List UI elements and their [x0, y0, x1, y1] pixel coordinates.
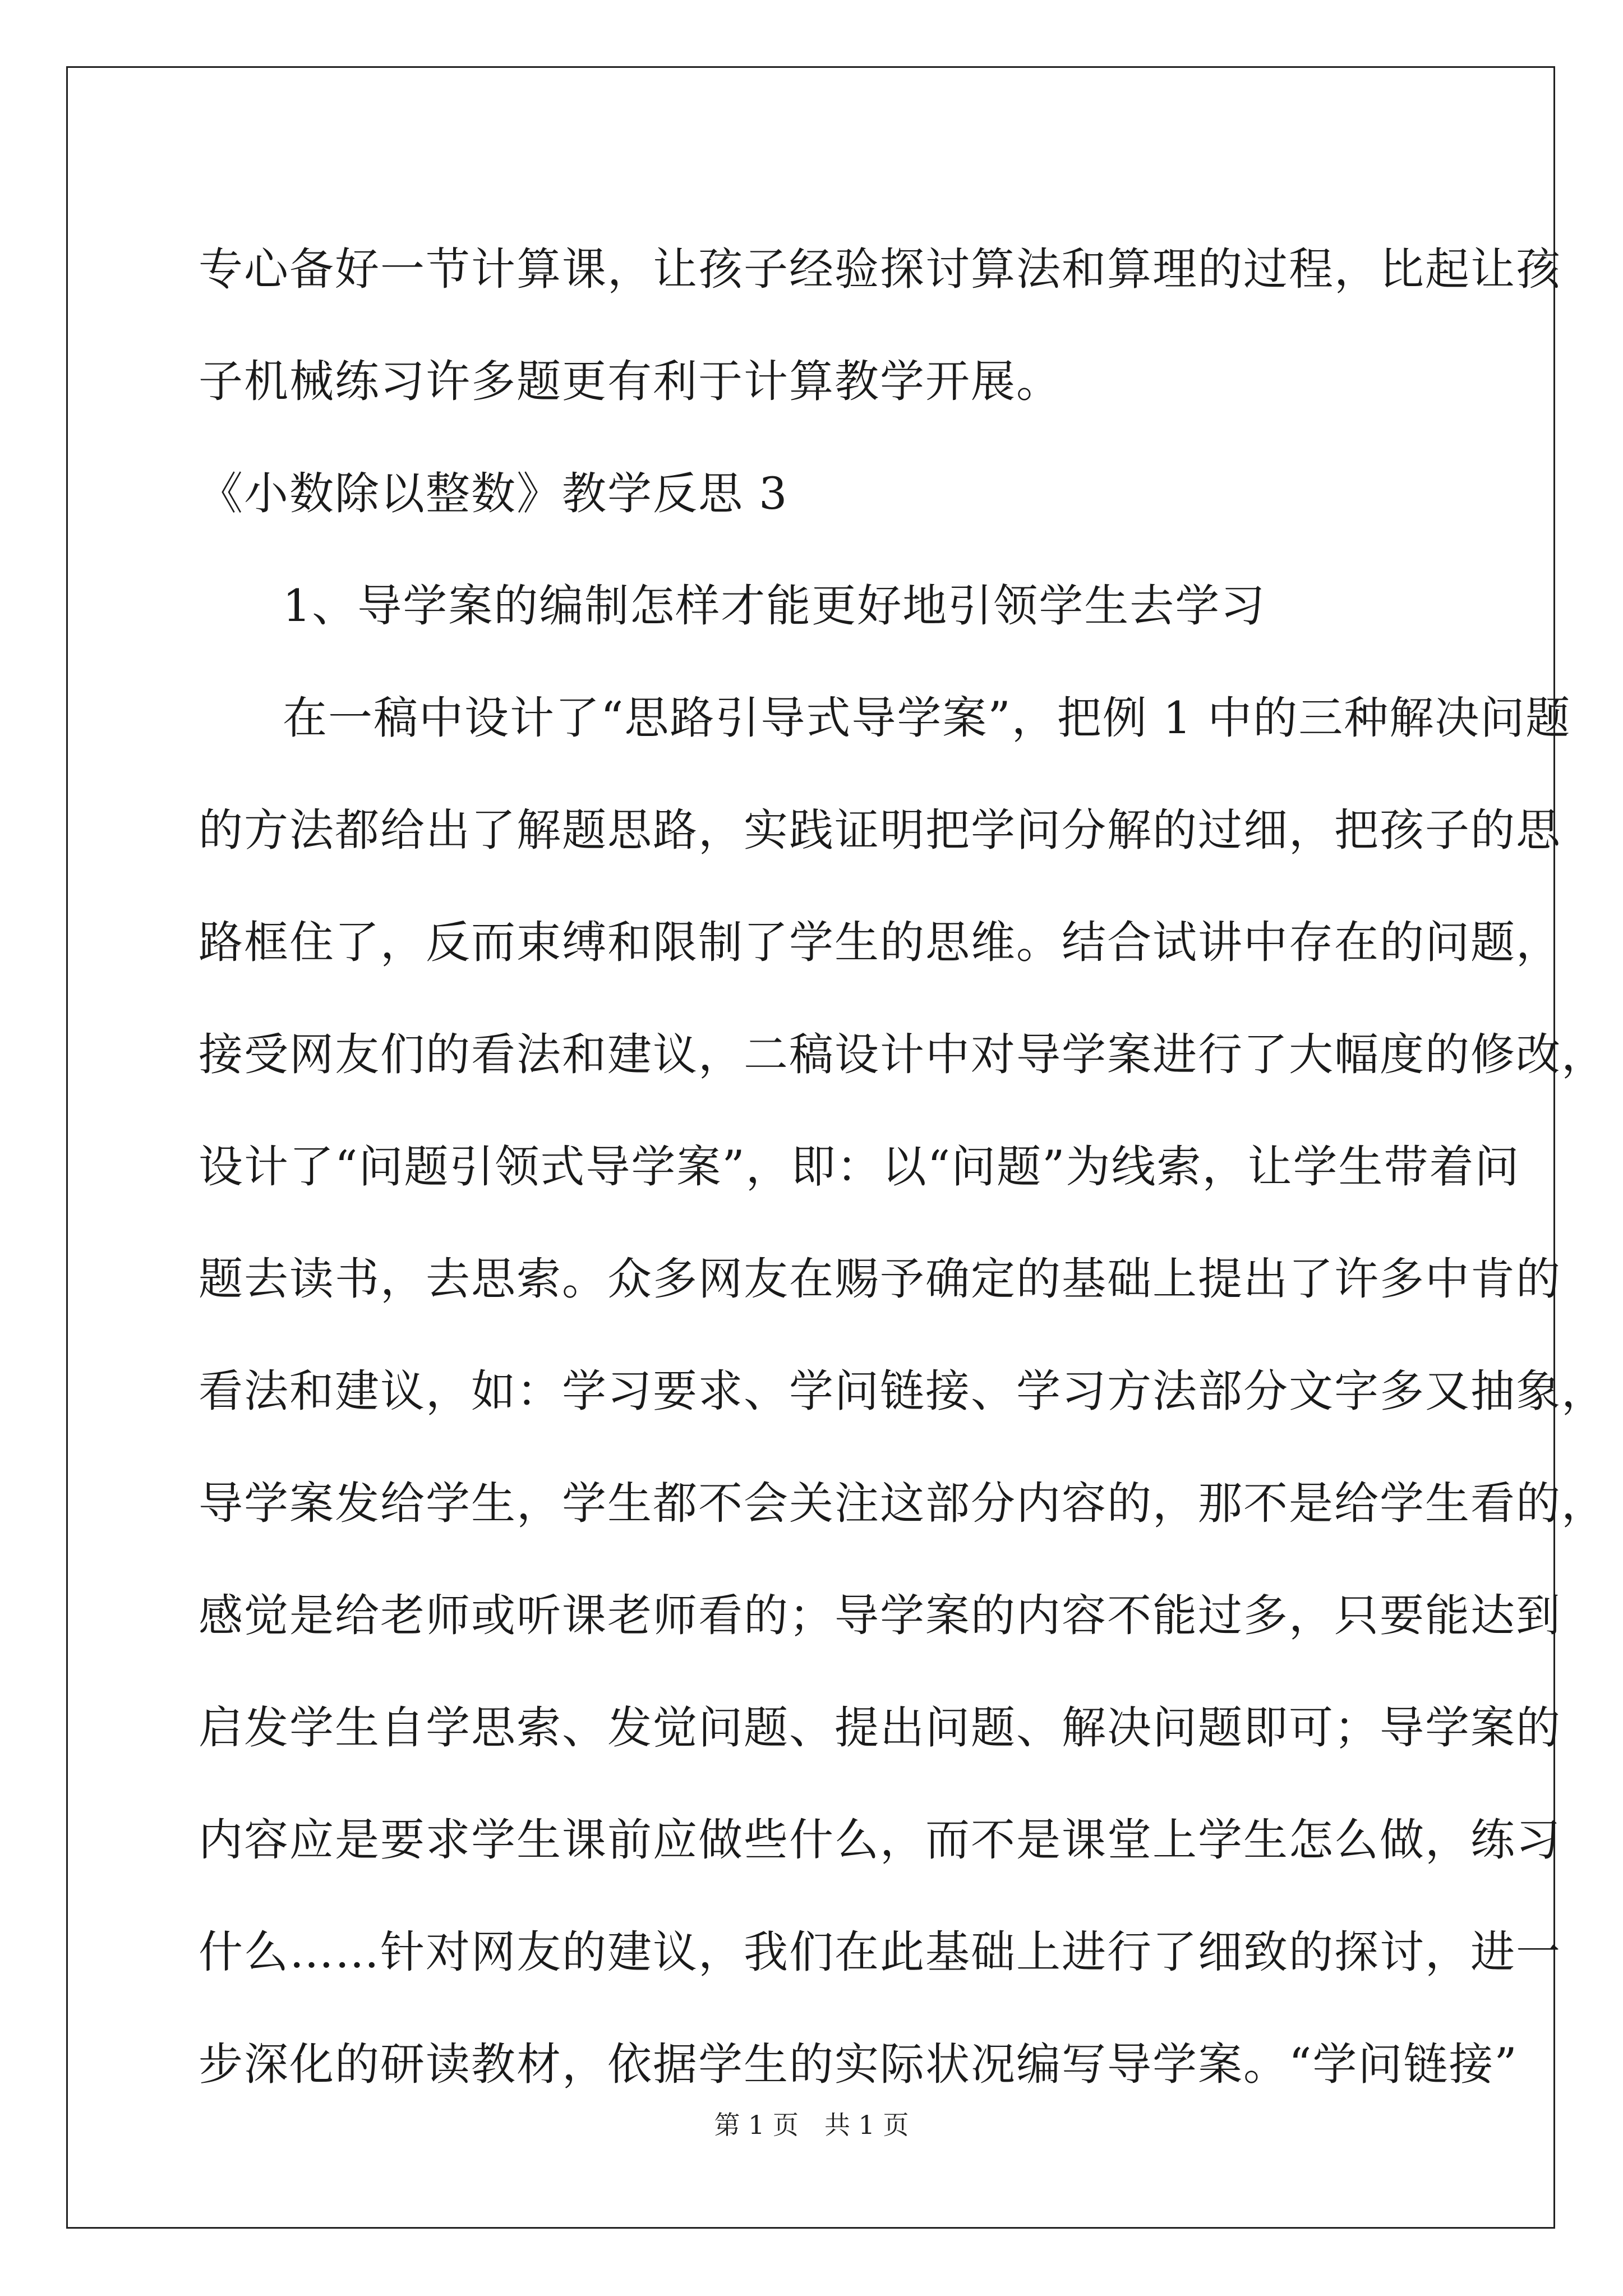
document-body: [199, 213, 1607, 2120]
paragraph-line: 什么……针对网友的建议，我们在此基础上进行了细致的探讨，进一: [199, 1926, 1561, 1978]
paragraph-line: 启发学生自学思索、发觉问题、提出问题、解决问题即可；导学案的: [199, 1702, 1561, 1754]
paragraph-line: 看法和建议，如：学习要求、学问链接、学习方法部分文字多又抽象，: [199, 1365, 1607, 1417]
paragraph-line: 步深化的研读教材，依据学生的实际状况编写导学案。“学问链接”: [199, 2039, 1518, 2090]
paragraph-line: 感觉是给老师或听课老师看的；导学案的内容不能过多，只要能达到: [199, 1590, 1561, 1641]
paragraph-line: 的方法都给出了解题思路，实践证明把学问分解的过细，把孩子的思: [199, 804, 1561, 856]
paragraph-line: 路框住了，反而束缚和限制了学生的思维。结合试讲中存在的问题，: [199, 917, 1561, 968]
paragraph-line: 内容应是要求学生课前应做些什么，而不是课堂上学生怎么做，练习: [199, 1814, 1561, 1866]
paragraph-line: 在一稿中设计了“思路引导式导学案”，把例 1 中的三种解决问题: [283, 692, 1571, 744]
paragraph-line: 题去读书，去思索。众多网友在赐予确定的基础上提出了许多中肯的: [199, 1253, 1561, 1305]
paragraph-line: 专心备好一节计算课，让孩子经验探讨算法和算理的过程，比起让孩: [199, 243, 1561, 295]
paragraph-line: 接受网友们的看法和建议，二稿设计中对导学案进行了大幅度的修改，: [199, 1029, 1607, 1080]
section-heading: 《小数除以整数》教学反思 3: [199, 468, 789, 519]
paragraph-line: 子机械练习许多题更有利于计算教学开展。: [199, 356, 1062, 407]
paragraph-line: 导学案发给学生，学生都不会关注这部分内容的，那不是给学生看的，: [199, 1478, 1607, 1529]
paragraph-line: 设计了“问题引领式导学案”，即：以“问题”为线索，让学生带着问: [199, 1141, 1520, 1193]
subheading: 1、导学案的编制怎样才能更好地引领学生去学习: [283, 580, 1266, 632]
page-number: 第 1 页 共 1 页: [714, 2110, 909, 2140]
